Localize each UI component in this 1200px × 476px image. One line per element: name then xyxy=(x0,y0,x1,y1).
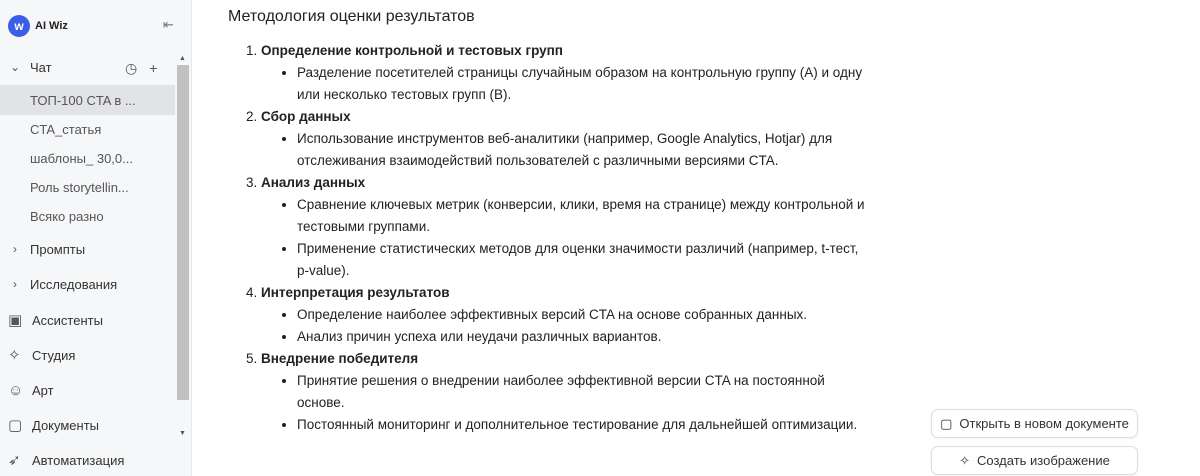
sidebar-item-0[interactable] xyxy=(0,305,175,335)
chat-item[interactable] xyxy=(0,114,175,144)
palette-icon: ☺ xyxy=(8,381,24,399)
history-icon[interactable]: ◷ xyxy=(125,60,138,76)
chat-response xyxy=(193,0,1200,476)
rocket-icon: ➶ xyxy=(8,452,21,469)
new-chat-icon[interactable]: + xyxy=(149,60,158,76)
section-title: Методология оценки результатов xyxy=(228,8,475,25)
chevron-down-icon: ⌄ xyxy=(9,60,21,74)
bullet: • Разделение посетителей страницы случайным образом на контрольную группу (A) и одну или несколько тестовых групп (B). xyxy=(297,62,867,106)
bullet: • Определение наиболее эффективных версий CTA на основе собранных данных. xyxy=(297,304,867,326)
chat-item[interactable] xyxy=(0,201,175,231)
chat-item[interactable] xyxy=(0,143,175,173)
bullet: • Анализ причин успеха или неудачи различных вариантов. xyxy=(297,326,867,348)
bullet: • Применение статистических методов для оценки значимости различий (например, t-тест, p-value). xyxy=(297,238,867,282)
section-label: Промпты xyxy=(30,241,86,257)
app-name: AI Wiz xyxy=(35,20,68,32)
document-icon: ▢ xyxy=(940,415,953,431)
logo[interactable] xyxy=(8,15,68,37)
sidebar-section-research[interactable] xyxy=(0,269,175,299)
scrollbar-thumb[interactable] xyxy=(177,65,189,400)
item-title: Определение контрольной и тестовых групп xyxy=(261,43,563,58)
scroll-up-icon[interactable]: ▲ xyxy=(179,55,186,62)
sidebar-scrollbar[interactable] xyxy=(176,55,190,445)
chat-item[interactable] xyxy=(0,85,175,115)
chevron-right-icon: › xyxy=(13,277,17,291)
chat-item[interactable] xyxy=(0,172,175,202)
chat-title: ТОП-100 CTA в ... xyxy=(30,92,136,108)
scroll-down-icon[interactable]: ▼ xyxy=(179,430,186,437)
nav-label: Ассистенты xyxy=(32,312,103,328)
item-title: Сбор данных xyxy=(261,109,351,124)
list-item xyxy=(261,40,867,106)
nav-label: Студия xyxy=(32,347,76,363)
chevron-right-icon: › xyxy=(13,242,17,256)
item-title: Интерпретация результатов xyxy=(261,285,450,300)
open-in-new-document-button[interactable] xyxy=(931,409,1138,438)
nav-label: Автоматизация xyxy=(32,452,125,468)
button-label: Открыть в новом документе xyxy=(959,416,1129,431)
methodology-list xyxy=(247,40,867,436)
sidebar-section-prompts[interactable] xyxy=(0,234,175,264)
bullet: • Постоянный мониторинг и дополнительное тестирование для дальнейшей оптимизации. xyxy=(297,414,867,436)
sidebar-item-1[interactable] xyxy=(0,340,175,370)
chat-title: Всяко разно xyxy=(30,208,104,224)
chat-label: Чат xyxy=(30,59,52,75)
chat-title: CTA_статья xyxy=(30,121,102,137)
nav-label: Документы xyxy=(32,417,100,433)
sidebar-item-2[interactable] xyxy=(0,375,175,405)
document-icon: ▢ xyxy=(8,417,23,434)
collapse-sidebar-icon[interactable]: ⇤ xyxy=(163,17,174,32)
bullet: • Сравнение ключевых метрик (конверсии, клики, время на странице) между контрольной и тестовыми группами. xyxy=(297,194,867,238)
list-item xyxy=(261,282,867,348)
sidebar-item-4[interactable] xyxy=(0,445,175,475)
item-title: Анализ данных xyxy=(261,175,366,190)
list-item xyxy=(261,348,867,436)
bullet: • Принятие решения о внедрении наиболее эффективной версии CTA на постоянной основе. xyxy=(297,370,867,414)
item-title: Внедрение победителя xyxy=(261,351,419,366)
chat-title: Роль storytellin... xyxy=(30,179,129,195)
list-item xyxy=(261,106,867,172)
sidebar xyxy=(0,0,192,476)
logo-icon: w xyxy=(8,15,30,37)
section-label: Исследования xyxy=(30,276,118,292)
sidebar-item-3[interactable] xyxy=(0,410,175,440)
bullet: • Использование инструментов веб-аналитики (например, Google Analytics, Hotjar) для отслеживания взаимодействий пользователей с различными версиями CTA. xyxy=(297,128,867,172)
button-label: Создать изображение xyxy=(977,453,1110,468)
sparkle-icon: ✧ xyxy=(8,347,21,364)
robot-icon: ▣ xyxy=(8,312,23,329)
sparkle-icon: ✧ xyxy=(959,452,971,468)
create-image-button[interactable] xyxy=(931,446,1138,475)
nav-label: Арт xyxy=(32,382,54,398)
list-item xyxy=(261,172,867,282)
chat-title: шаблоны_ 30,0... xyxy=(30,150,133,166)
